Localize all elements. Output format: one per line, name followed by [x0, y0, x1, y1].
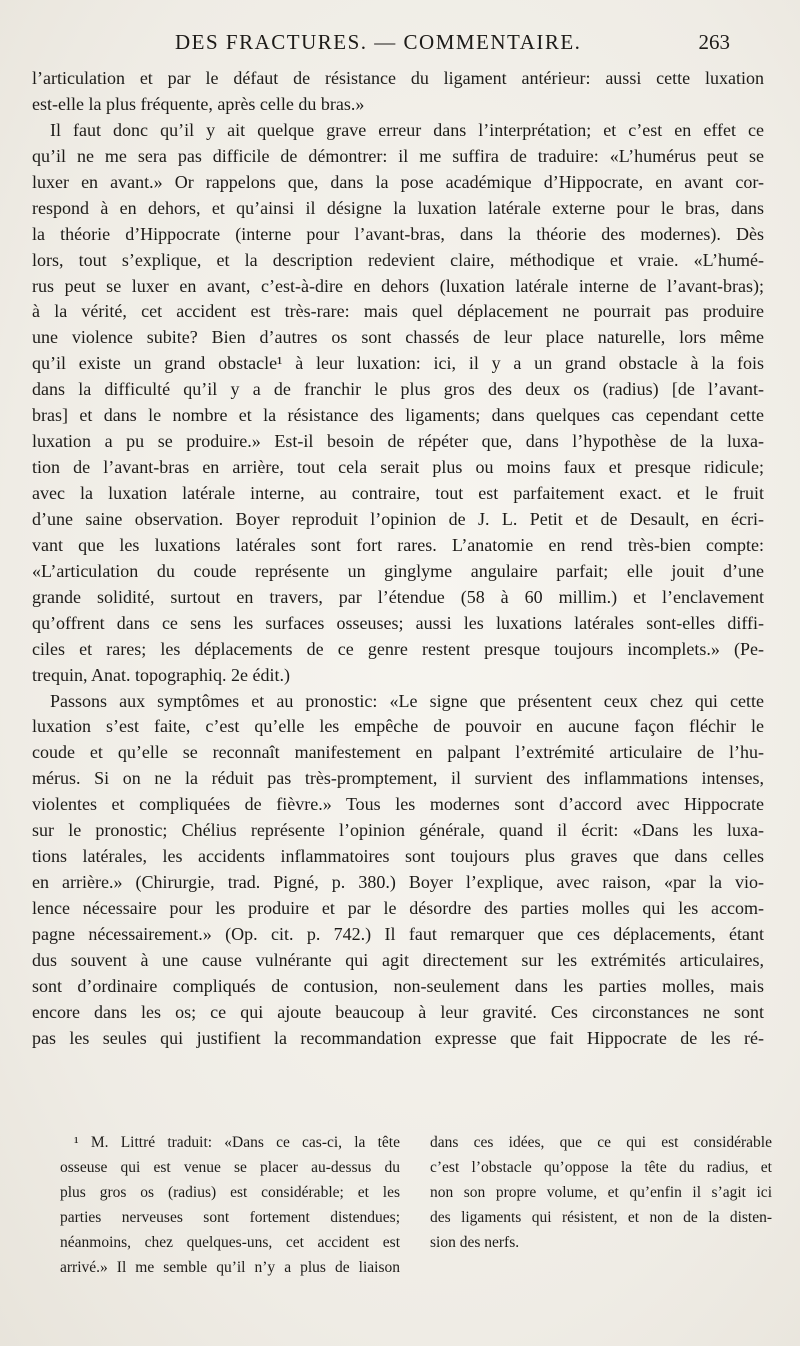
footnote-line: arrivé.» Il me semble qu’il n’y a plus de liaison — [60, 1259, 400, 1276]
footnote-line: sion des nerfs. — [430, 1234, 520, 1251]
footnote-line: osseuse qui est venue se placer au-dessus du — [60, 1159, 400, 1176]
footnote-line: néanmoins, chez quelques-uns, cet accident est — [60, 1234, 400, 1251]
text-line: en arrière.» (Chirurgie, trad. Pigné, p. 380.) Boyer l’explique, avec raison, «par la vio- — [32, 872, 764, 893]
text-line: Passons aux symptômes et au pronostic: «Le signe que présentent ceux chez qui cette — [50, 690, 764, 711]
text-line: tion de l’avant-bras en arrière, tout cela serait plus ou moins faux et presque ridicule; — [32, 457, 764, 478]
footnote-line: parties nerveuses sont fortement distendues; — [60, 1209, 400, 1226]
text-line: respond à en dehors, et qu’ainsi il désigne la luxation latérale externe pour le bras, dans — [32, 197, 764, 218]
text-line: avec la luxation latérale interne, au contraire, tout est parfaitement exact. et le fruit — [32, 483, 764, 503]
text-line: grande solidité, surtout en travers, par l’étendue (58 à 60 millim.) et l’enclavement — [32, 586, 764, 607]
text-line: vant que les luxations latérales sont fort rares. L’anatomie en rend très-bien compte: — [32, 534, 764, 555]
text-line: Il faut donc qu’il y ait quelque grave erreur dans l’interprétation; et c’est en effet ce — [50, 119, 764, 140]
page-number: 263 — [698, 30, 730, 54]
text-line: lence nécessaire pour les produire et par le désordre des parties molles qui les accom- — [32, 898, 764, 918]
running-title: DES FRACTURES. — COMMENTAIRE. — [175, 30, 582, 54]
text-line: une violence subite? Bien d’autres os sont chassés de leur place naturelle, lors même — [32, 327, 764, 348]
text-line: lors, tout s’explique, et la description redevient claire, méthodique et vraie. «L’humé- — [32, 249, 764, 270]
text-line: violentes et compliquées de fièvre.» Tous les modernes sont d’accord avec Hippocrate — [32, 794, 764, 815]
text-line: ciles et rares; les déplacements de ce genre restent presque toujours incomplets.» (Pe- — [32, 638, 764, 659]
text-line: dus souvent à une cause vulnérante qui agit directement sur les extrémités articulaires, — [32, 949, 764, 970]
text-line: d’une saine observation. Boyer reproduit l’opinion de J. L. Petit et de Desault, en écri- — [32, 508, 764, 529]
footnote-line: non son propre volume, et qu’enfin il s’agit ici — [430, 1184, 772, 1201]
text-line: luxation a pu se produire.» Est-il besoin de répéter que, dans l’hypothèse de la luxa- — [32, 431, 764, 452]
footnote-column-right — [430, 1130, 772, 1280]
text-line: qu’il ne me sera pas difficile de démontrer: il me suffira de traduire: «L’humérus peut se — [32, 145, 764, 166]
footnote-line: ¹ M. Littré traduit: «Dans ce cas-ci, la tête — [74, 1134, 400, 1151]
text-line: pagne nécessairement.» (Op. cit. p. 742.) Il faut remarquer que ces déplacements, étant — [32, 923, 764, 944]
text-line: sont d’ordinaire compliqués de contusion, non-seulement dans les parties molles, mais — [32, 975, 764, 996]
text-line: sur le pronostic; Chélius représente l’opinion générale, quand il écrit: «Dans les luxa- — [32, 820, 764, 841]
footnote-line: des ligaments qui résistent, et non de la disten- — [430, 1209, 772, 1226]
text-line: qu’offrent dans ce sens les surfaces osseuses; aussi les luxations latérales sont-elles diffi- — [32, 612, 764, 633]
text-line: est-elle la plus fréquente, après celle du bras.» — [32, 93, 365, 114]
text-line: mérus. Si on ne la réduit pas très-promptement, il survient des inflammations intenses, — [32, 768, 764, 789]
text-line: à la vérité, cet accident est très-rare: mais quel déplacement ne pourrait pas produire — [32, 301, 764, 322]
footnote-column-left — [60, 1130, 400, 1280]
text-line: trequin, Anat. topographiq. 2e édit.) — [32, 664, 290, 685]
footnotes — [60, 1130, 772, 1280]
text-line: luxation s’est faite, c’est qu’elle les empêche de pouvoir en aucune façon fléchir le — [32, 716, 764, 737]
text-line: rus peut se luxer en avant, c’est-à-dire en dehors (luxation latérale interne de l’avant-bras); — [32, 275, 764, 296]
text-line: coude et qu’elle se reconnaît manifestement en palpant l’extrémité articulaire de l’hu- — [32, 742, 764, 763]
footnote-line: dans ces idées, que ce qui est considérable — [430, 1134, 772, 1151]
page-header — [0, 30, 800, 60]
text-line: la théorie d’Hippocrate (interne pour l’avant-bras, dans la théorie des modernes). Dès — [32, 223, 764, 244]
body-text — [32, 66, 764, 1052]
text-line: luxer en avant.» Or rappelons que, dans la pose académique d’Hippocrate, en avant cor- — [32, 171, 764, 192]
text-line: l’articulation et par le défaut de résistance du ligament antérieur: aussi cette luxation — [32, 68, 764, 88]
text-line: qu’il existe un grand obstacle¹ à leur luxation: ici, il y a un grand obstacle à la fois — [32, 353, 764, 374]
text-line: pas les seules qui justifient la recommandation expresse que fait Hippocrate de les ré- — [32, 1027, 764, 1048]
text-line: dans la difficulté qu’il y a de franchir le plus gros des deux os (radius) [de l’avant- — [32, 379, 764, 400]
footnote-line: c’est l’obstacle qu’oppose la tête du radius, et — [430, 1159, 772, 1176]
text-line: «L’articulation du coude représente un ginglyme angulaire parfait; elle jouit d’une — [32, 560, 764, 581]
text-line: tions latérales, les accidents inflammatoires sont toujours plus graves que dans celles — [32, 846, 764, 867]
text-line: encore dans les os; ce qui ajoute beaucoup à leur gravité. Ces circonstances ne sont — [32, 1001, 764, 1022]
footnote-line: plus gros os (radius) est considérable; et les — [60, 1184, 400, 1201]
text-line: bras] et dans le nombre et la résistance des ligaments; dans quelques cas cependant cette — [32, 405, 764, 426]
